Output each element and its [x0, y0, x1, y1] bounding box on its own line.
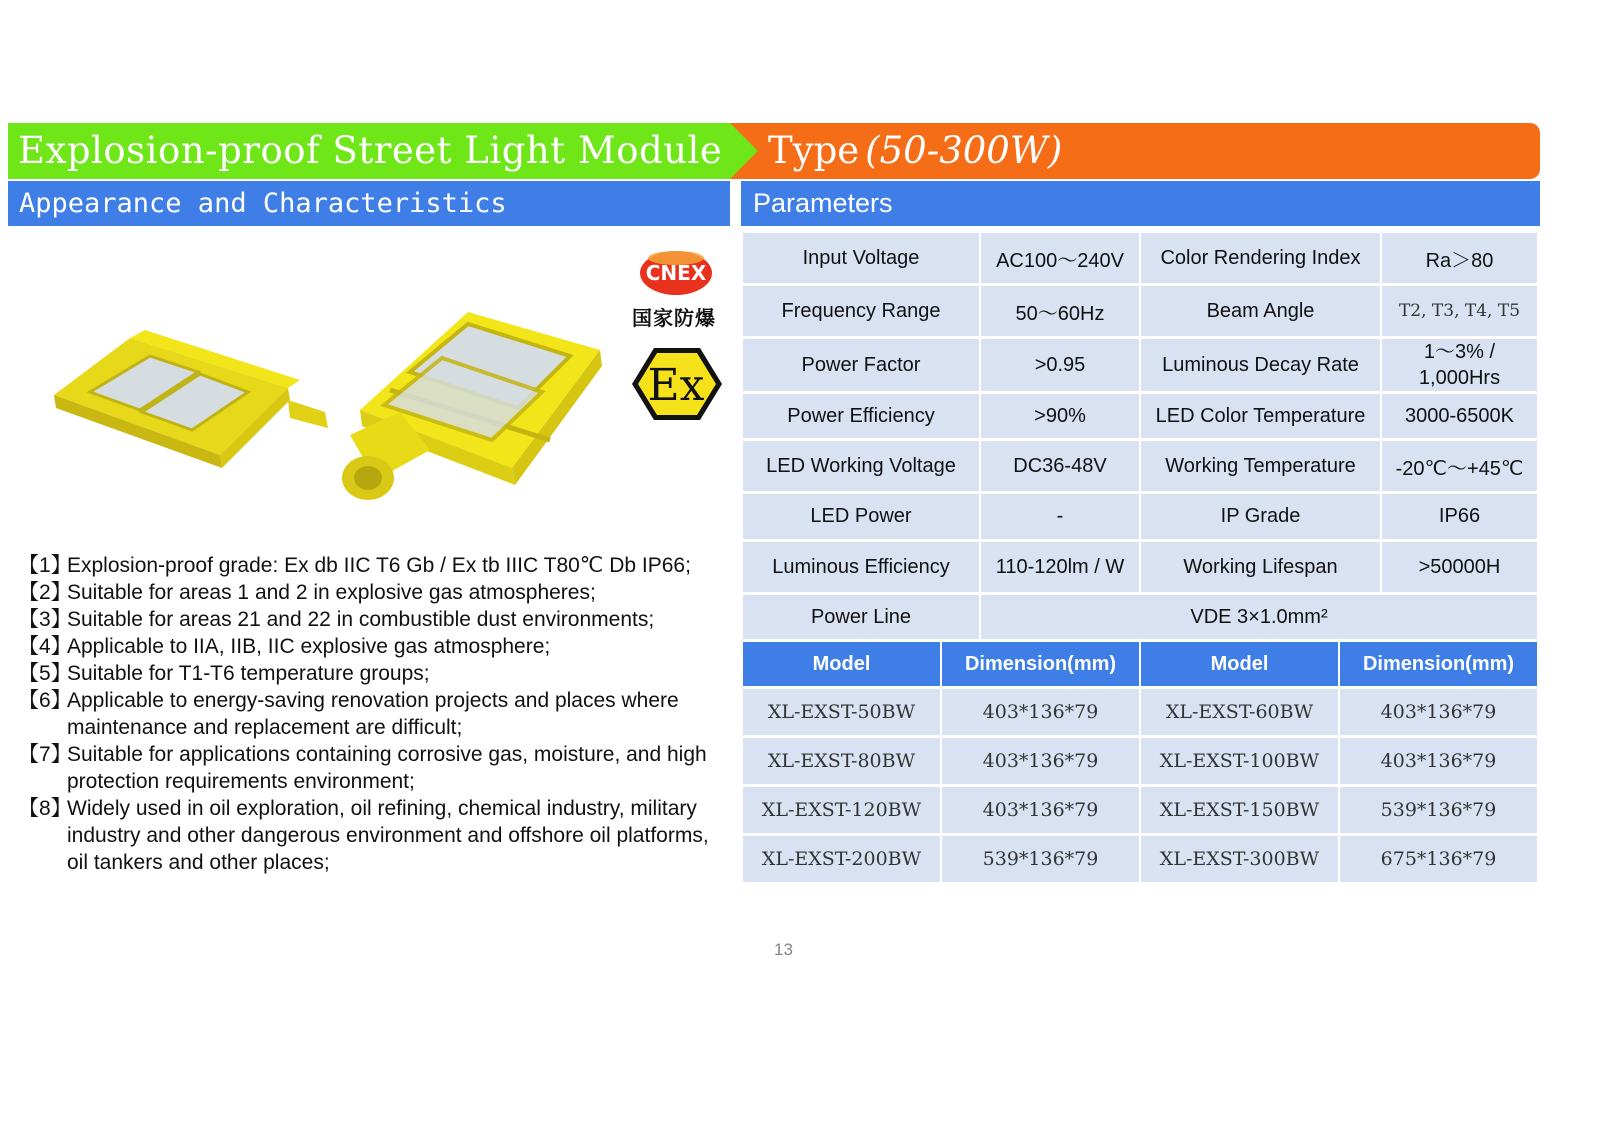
feature-item — [18, 606, 728, 633]
feature-number: 【4】 — [18, 635, 72, 658]
feature-item — [18, 579, 728, 606]
dimension-cell: 403*136*79 — [1340, 689, 1537, 735]
param-value: -20℃～+45℃ — [1382, 441, 1537, 491]
feature-text: Suitable for T1-T6 temperature groups; — [67, 662, 430, 685]
param-name: Working Lifespan — [1141, 542, 1380, 592]
param-value: 50～60Hz — [981, 286, 1139, 336]
feature-item — [18, 633, 728, 660]
model-cell: XL-EXST-300BW — [1141, 836, 1338, 882]
banner-arrow — [730, 123, 758, 179]
model-cell: XL-EXST-80BW — [743, 738, 940, 784]
param-row — [743, 394, 1537, 438]
dimension-cell: 539*136*79 — [1340, 787, 1537, 833]
page-number: 13 — [774, 940, 793, 959]
feature-list — [18, 552, 728, 876]
model-cell: XL-EXST-50BW — [743, 689, 940, 735]
param-name: IP Grade — [1141, 494, 1380, 539]
appearance-header — [8, 181, 730, 226]
feature-text: Suitable for applications containing corrosive gas, moisture, and high protection requirements environment; — [67, 743, 707, 793]
lamp-right-image — [342, 312, 602, 500]
param-name: Power Efficiency — [743, 394, 979, 438]
feature-item — [18, 741, 728, 795]
ex-mark-text: Ex — [647, 360, 705, 411]
feature-number: 【6】 — [18, 689, 72, 712]
table-row — [743, 787, 1537, 833]
column-header: Dimension(mm) — [942, 642, 1139, 686]
feature-item — [18, 795, 728, 876]
param-value: T2, T3, T4, T5 — [1382, 286, 1537, 336]
dimension-cell: 403*136*79 — [942, 787, 1139, 833]
model-table-header — [743, 642, 1537, 686]
title-banner-right — [730, 123, 1540, 179]
model-cell: XL-EXST-100BW — [1141, 738, 1338, 784]
feature-item — [18, 552, 728, 579]
ex-mark-logo — [630, 346, 724, 422]
feature-number: 【8】 — [18, 797, 72, 820]
param-name: LED Working Voltage — [743, 441, 979, 491]
param-name: Color Rendering Index — [1141, 233, 1380, 283]
feature-text: Widely used in oil exploration, oil refining, chemical industry, military industry and other dangerous environment and offshore oil platforms, oil tankers and other places; — [67, 797, 709, 874]
param-value: AC100～240V — [981, 233, 1139, 283]
feature-item — [18, 687, 728, 741]
dimension-cell: 403*136*79 — [1340, 738, 1537, 784]
dimension-cell: 675*136*79 — [1340, 836, 1537, 882]
param-name: LED Power — [743, 494, 979, 539]
cnex-logo-text: CNEX — [645, 261, 707, 285]
parameters-table — [741, 230, 1539, 642]
feature-number: 【7】 — [18, 743, 72, 766]
param-name: Luminous Efficiency — [743, 542, 979, 592]
dimension-cell: 403*136*79 — [942, 689, 1139, 735]
param-name: Power Factor — [743, 339, 979, 391]
feature-number: 【2】 — [18, 581, 72, 604]
param-value: IP66 — [1382, 494, 1537, 539]
model-cell: XL-EXST-200BW — [743, 836, 940, 882]
param-value: 3000-6500K — [1382, 394, 1537, 438]
title-banner — [8, 123, 1540, 179]
param-value: VDE 3×1.0mm² — [981, 595, 1537, 639]
type-word: Type — [768, 129, 860, 172]
appearance-header-label: Appearance and Characteristics — [19, 188, 507, 219]
param-name: Power Line — [743, 595, 979, 639]
table-row — [743, 738, 1537, 784]
type-range: (50-300W) — [865, 129, 1063, 172]
table-row — [743, 836, 1537, 882]
param-value: - — [981, 494, 1139, 539]
param-name: Working Temperature — [1141, 441, 1380, 491]
column-header: Model — [743, 642, 940, 686]
param-name: LED Color Temperature — [1141, 394, 1380, 438]
param-value: 1～3% / 1,000Hrs — [1382, 339, 1537, 391]
param-value: Ra＞80 — [1382, 233, 1537, 283]
parameters-header-label: Parameters — [753, 188, 893, 218]
param-row — [743, 286, 1537, 336]
param-value: 110-120lm / W — [981, 542, 1139, 592]
param-value: DC36-48V — [981, 441, 1139, 491]
cnex-logo — [639, 250, 713, 296]
page-title: Explosion-proof Street Light Module — [18, 129, 723, 172]
dimension-cell: 539*136*79 — [942, 836, 1139, 882]
model-cell: XL-EXST-150BW — [1141, 787, 1338, 833]
param-name: Input Voltage — [743, 233, 979, 283]
dimension-cell: 403*136*79 — [942, 738, 1139, 784]
param-row — [743, 339, 1537, 391]
title-banner-left — [8, 123, 730, 179]
cnex-caption: 国家防爆 — [632, 306, 716, 330]
param-row — [743, 494, 1537, 539]
feature-text: Suitable for areas 21 and 22 in combustible dust environments; — [67, 608, 655, 631]
type-label — [768, 129, 1062, 172]
feature-text: Explosion-proof grade: Ex db IIC T6 Gb / Ex tb IIIC T80℃ Db IP66; — [67, 554, 691, 577]
lamp-left-image — [54, 330, 328, 468]
street-light-product-image — [50, 300, 610, 510]
param-value: >90% — [981, 394, 1139, 438]
column-header: Model — [1141, 642, 1338, 686]
param-name: Frequency Range — [743, 286, 979, 336]
param-value: >0.95 — [981, 339, 1139, 391]
param-row — [743, 542, 1537, 592]
feature-text: Applicable to energy-saving renovation projects and places where maintenance and replacement are difficult; — [67, 689, 679, 739]
model-dimension-table — [741, 639, 1539, 885]
feature-number: 【1】 — [18, 554, 72, 577]
model-cell: XL-EXST-120BW — [743, 787, 940, 833]
feature-number: 【3】 — [18, 608, 72, 631]
model-cell: XL-EXST-60BW — [1141, 689, 1338, 735]
feature-text: Applicable to IIA, IIB, IIC explosive gas atmosphere; — [67, 635, 551, 658]
feature-item — [18, 660, 728, 687]
param-name: Beam Angle — [1141, 286, 1380, 336]
param-name: Luminous Decay Rate — [1141, 339, 1380, 391]
param-row — [743, 441, 1537, 491]
param-value: >50000H — [1382, 542, 1537, 592]
column-header: Dimension(mm) — [1340, 642, 1537, 686]
parameters-header — [741, 181, 1540, 226]
feature-number: 【5】 — [18, 662, 72, 685]
param-row-power-line — [743, 595, 1537, 639]
feature-text: Suitable for areas 1 and 2 in explosive gas atmospheres; — [67, 581, 596, 604]
param-row — [743, 233, 1537, 283]
table-row — [743, 689, 1537, 735]
